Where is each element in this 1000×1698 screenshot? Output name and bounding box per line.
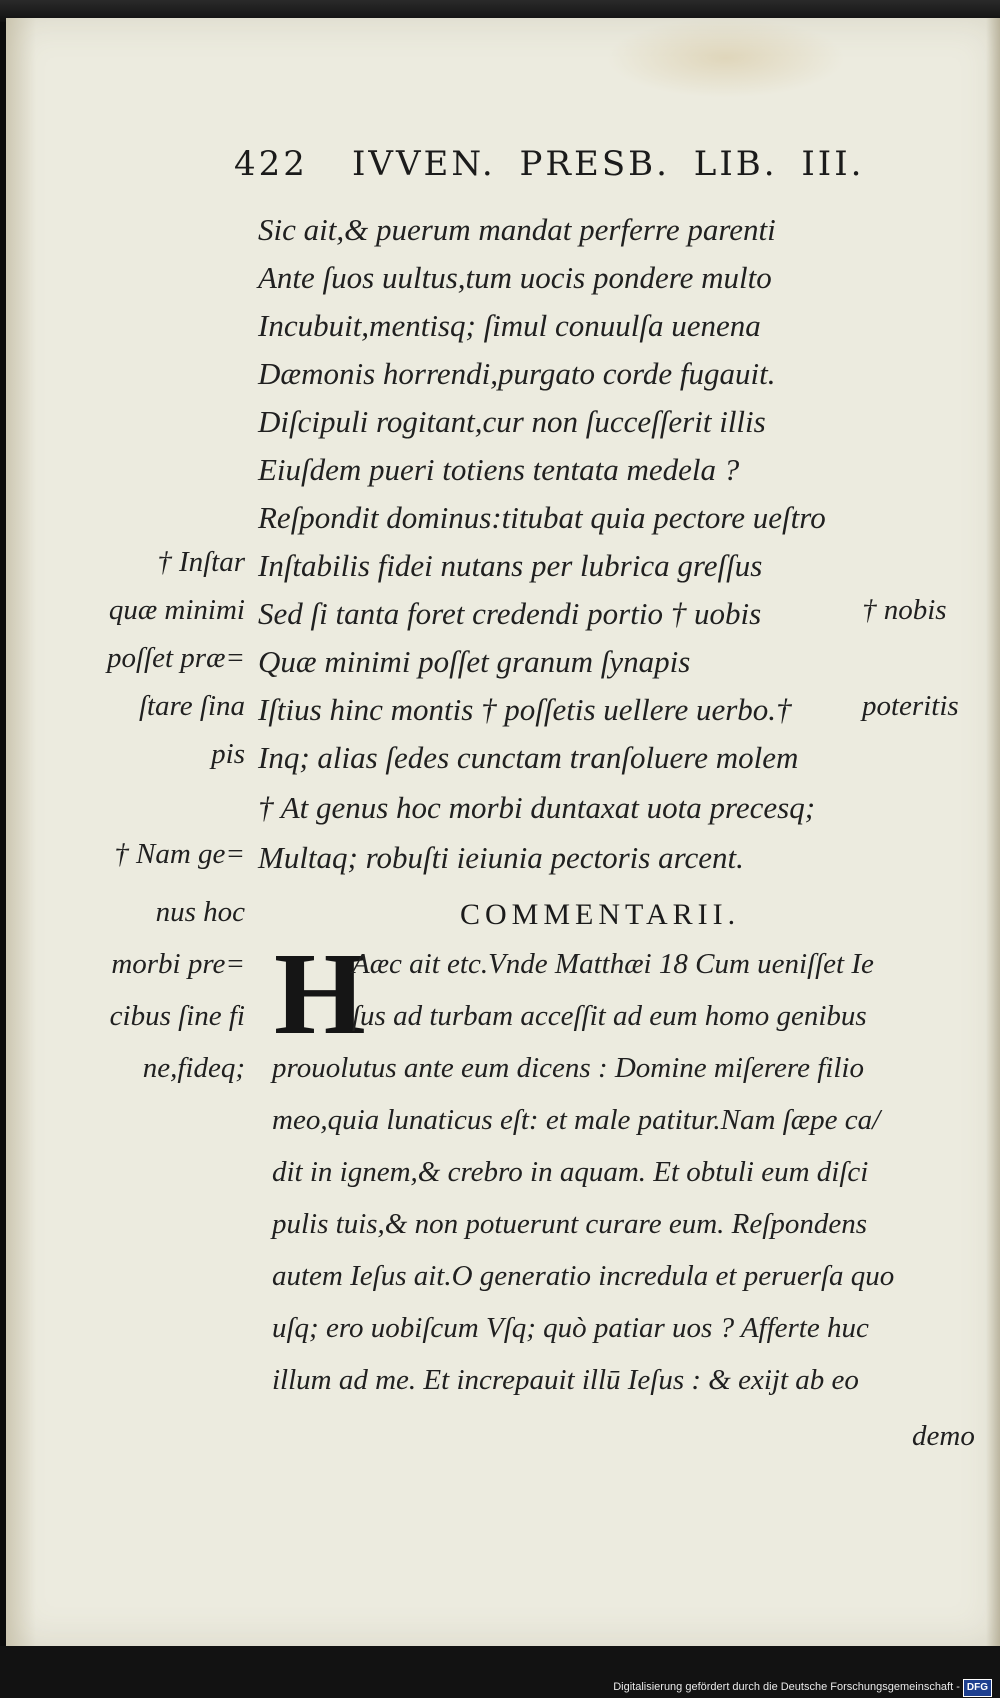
page-gutter-shadow [6,18,36,1646]
verse-line: Quæ minimi poſſet granum ſynapis [258,644,691,679]
margin-note: poteritis [862,690,959,722]
running-header [234,136,914,196]
commentary-line: dit in ignem,& crebro in aquam. Et obtuli eum diſci [272,1156,869,1188]
commentary-line: ſus ad turbam acceſſit ad eum homo genibus [352,1000,867,1032]
verse-line: Ante ſuos uultus,tum uocis pondere multo [258,260,772,295]
verse-line: Incubuit,mentisq; ſimul conuulſa uenena [258,308,761,343]
paper-stain [606,18,846,98]
commentary-line: illum ad me. Et increpauit illū Ieſus : & exijt ab eo [272,1364,859,1396]
commentary-line: uſq; ero uobiſcum Vſq; quò patiar uos ? Afferte huc [272,1312,869,1344]
commentary-line: meo,quia lunaticus eſt: et male patitur.Nam ſæpe ca/ [272,1104,881,1136]
verse-line: Sed ſi tanta foret credendi portio † uobis [258,596,762,631]
verse-line: Inſtabilis fidei nutans per lubrica greſſus [258,548,763,583]
section-title: COMMENTARII. [460,898,741,931]
verse-line: Reſpondit dominus:titubat quia pectore ueſtro [258,500,826,535]
verse-line: Iſtius hinc montis † poſſetis uellere uerbo.† [258,692,792,727]
digitization-credit [613,1679,992,1697]
commentary-line: autem Ieſus ait.O generatio incredula et peruerſa quo [272,1260,895,1292]
margin-note: ne,fideq; [142,1052,245,1084]
commentary-line: pulis tuis,& non potuerunt curare eum. Reſpondens [272,1208,867,1240]
verse-line: Dæmonis horrendi,purgato corde fugauit. [258,356,776,391]
margin-note: † nobis [862,594,947,626]
margin-note: ſtare ſina [138,690,245,722]
verse-line: Multaq; robuſti ieiunia pectoris arcent. [258,840,744,875]
margin-note: nus hoc [155,896,245,928]
catchword: demo [912,1420,975,1452]
margin-note: † Inſtar [157,546,245,578]
commentary-line: prouolutus ante eum dicens : Domine miſerere filio [272,1052,864,1084]
running-title: IVVEN. PRESB. LIB. III. [352,144,865,184]
verse-line: † At genus hoc morbi duntaxat uota precesq; [258,790,816,825]
credit-text: Digitalisierung gefördert durch die Deutsche Forschungsgemeinschaft - [613,1681,960,1693]
page-edge-shadow [986,18,1000,1646]
margin-note: cibus ſine fi [109,1000,245,1032]
margin-note: † Nam ge= [114,838,245,870]
verse-line: Eiuſdem pueri totiens tentata medela ? [258,452,740,487]
commentary-line: Aæc ait etc.Vnde Matthæi 18 Cum ueniſſet Ie [352,948,874,980]
verse-line: Sic ait,& puerum mandat perferre parenti [258,212,776,247]
verse-line: Diſcipuli rogitant,cur non ſucceſſerit illis [258,404,766,439]
margin-note: poſſet præ= [107,642,245,674]
page-number: 422 [234,144,308,184]
drop-cap-initial: H [274,928,366,1059]
dfg-logo: DFG [963,1679,992,1697]
verse-line: Inq; alias ſedes cunctam tranſoluere molem [258,740,799,775]
margin-note: quæ minimi [108,594,245,626]
margin-note: pis [211,738,245,770]
margin-note: morbi pre= [111,948,245,980]
